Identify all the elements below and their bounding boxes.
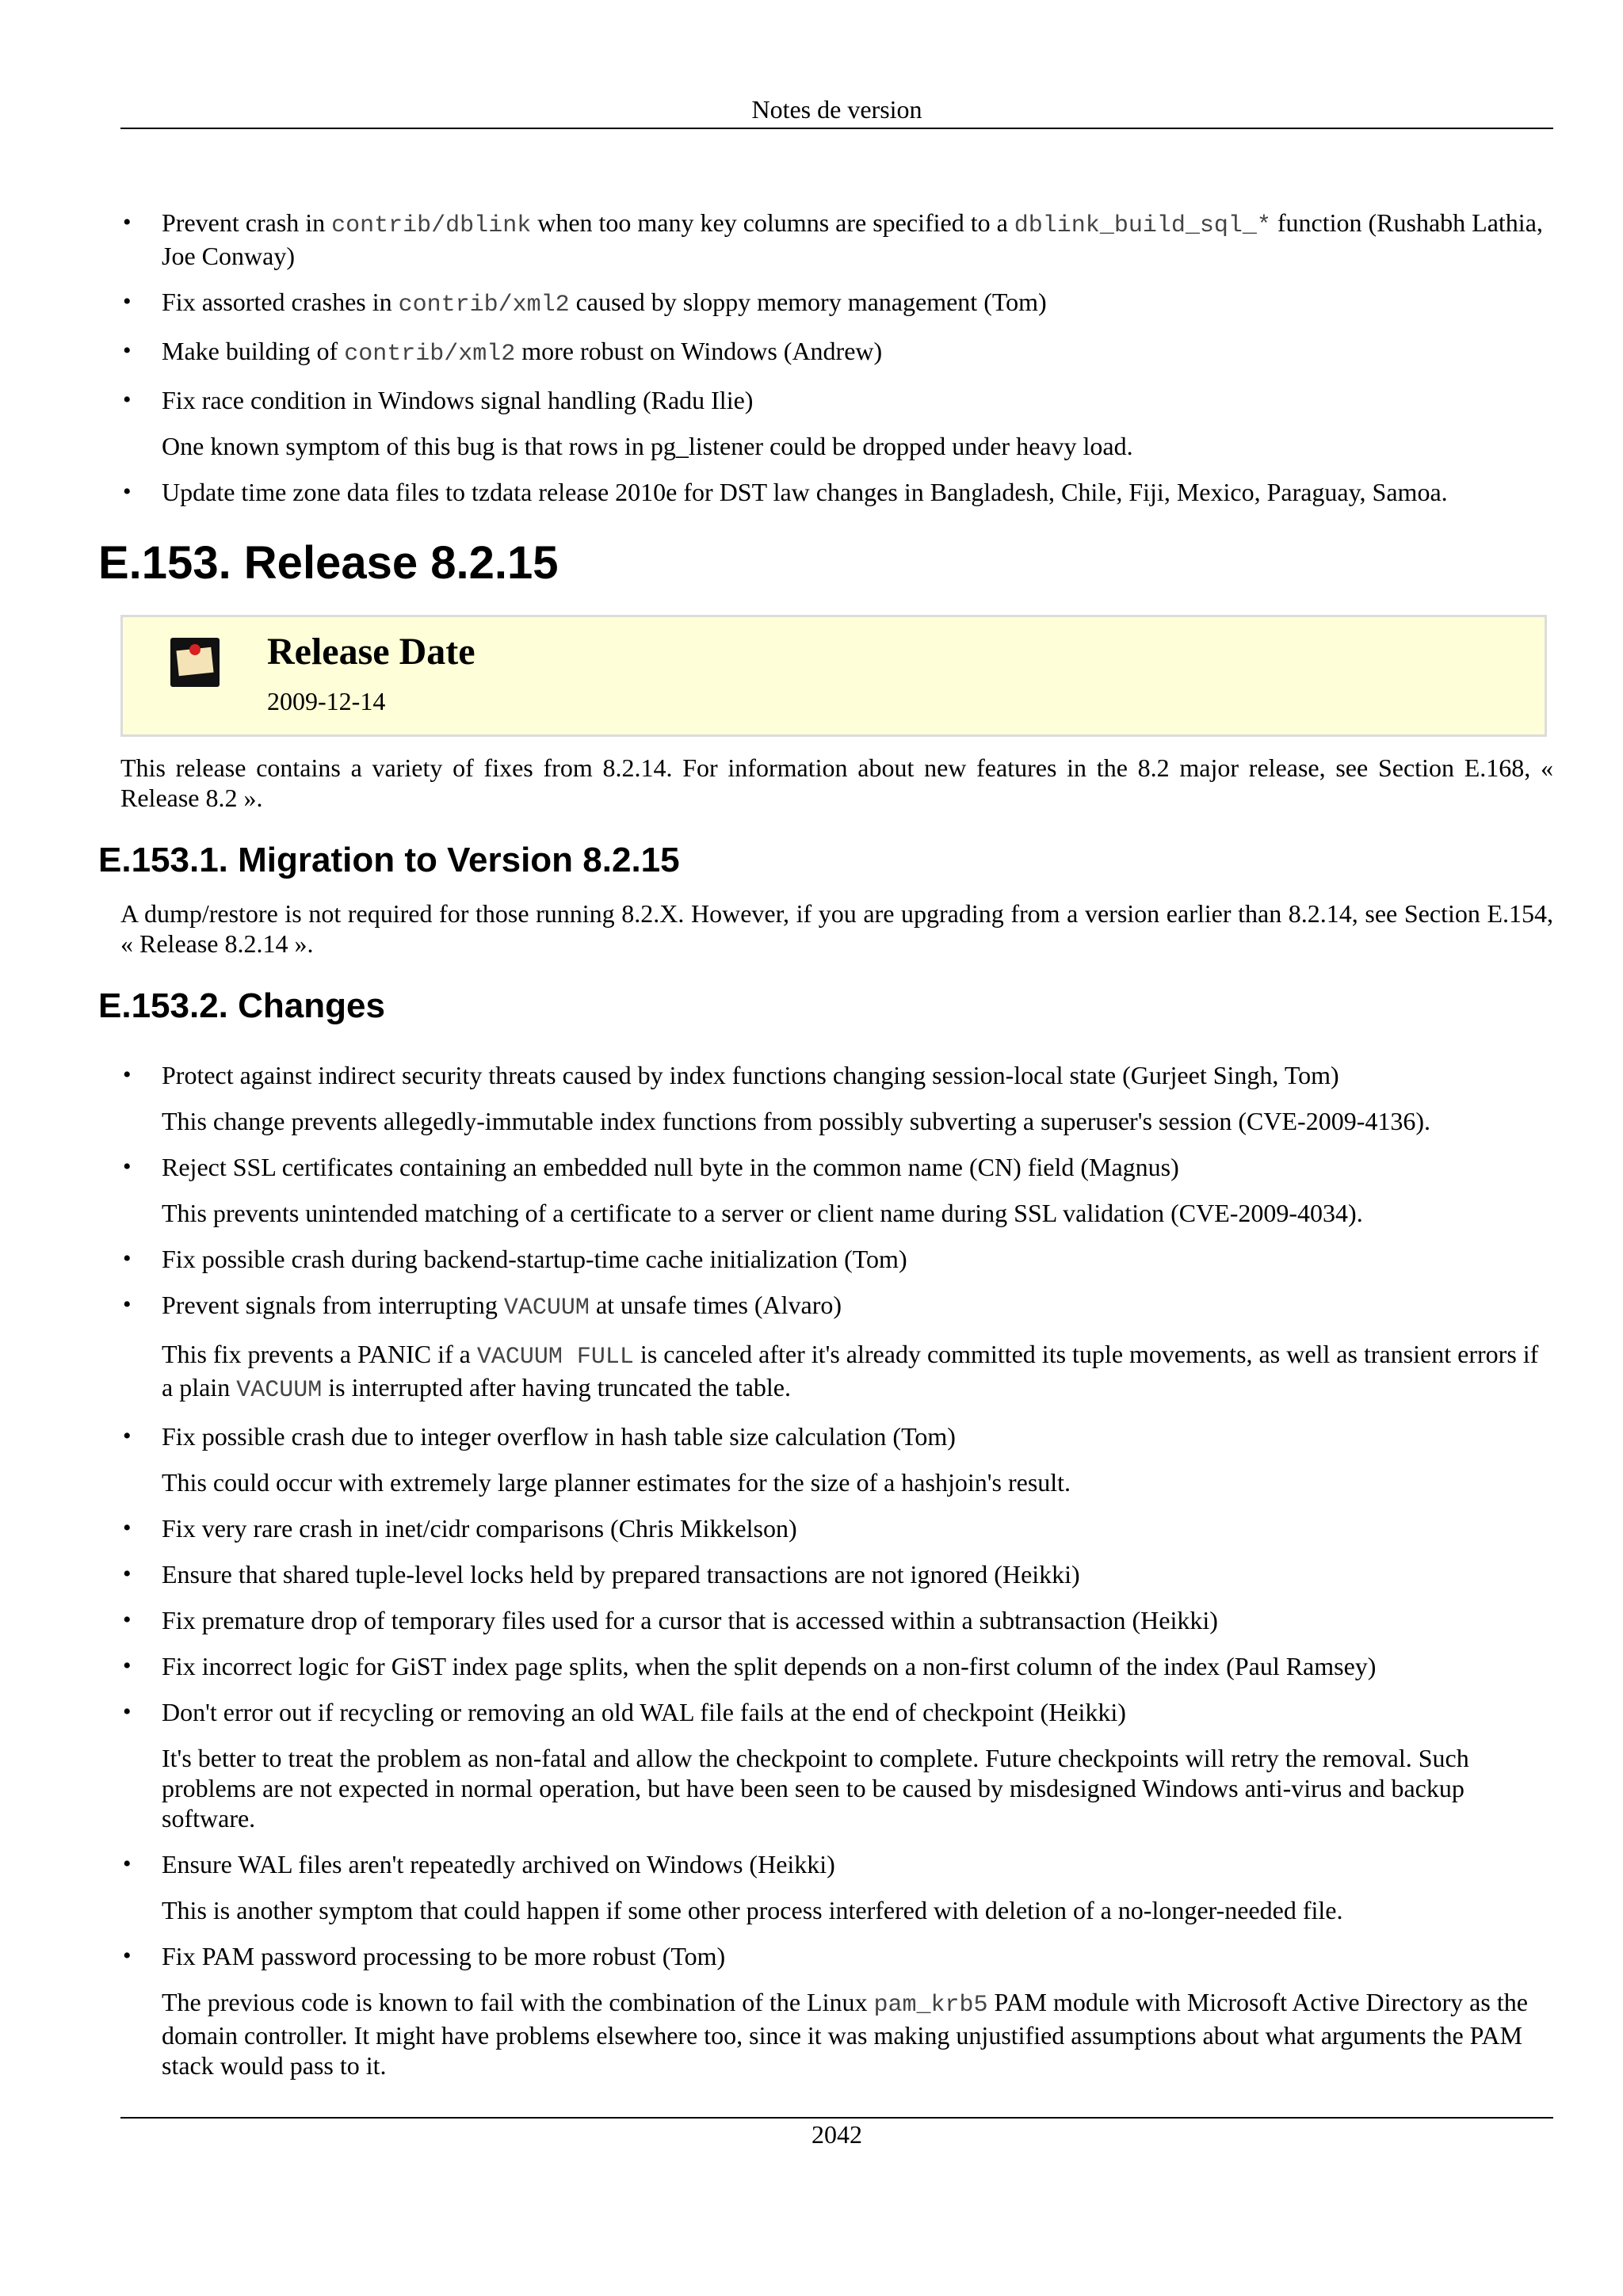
migration-text: A dump/restore is not required for those running 8.2.X. However, if you are upgrading from a version earlier than 8.2.14, see Section E.154, « Release 8.2.14 ». (120, 899, 1553, 958)
changes-list (0, 1060, 1623, 2081)
section-title: E.153. Release 8.2.15 (98, 537, 559, 589)
migration-heading: E.153.1. Migration to Version 8.2.15 (98, 841, 680, 879)
header-rule (120, 128, 1553, 129)
list-item: • Protect against indirect security threats caused by index functions changing session-local state (Gurjeet Singh, Tom) This change prevents allegedly-immutable index functions from possibly subverting a superuser's session (CVE-2009-4136). (123, 1061, 1430, 1135)
list-item: • Prevent signals from interrupting VACUUM at unsafe times (Alvaro) This fix prevents a PANIC if a VACUUM FULL is canceled after it's already committed its tuple movements, as well as transient errors if a plain VACUUM is interrupted after having truncated the table. (123, 1291, 1539, 1404)
running-header: Notes de version (751, 95, 922, 124)
list-item: • Update time zone data files to tzdata release 2010e for DST law changes in Bangladesh, Chile, Fiji, Mexico, Paraguay, Samoa. (123, 478, 1448, 506)
intro-list (0, 208, 1623, 507)
list-item: • Fix race condition in Windows signal handling (Radu Ilie) One known symptom of this bug is that rows in pg_listener could be dropped under heavy load. (123, 386, 1133, 460)
changes-list-container (0, 1060, 1623, 2096)
list-item: • Make building of contrib/xml2 more robust on Windows (Andrew) (123, 337, 883, 368)
list-item: • Don't error out if recycling or removing an old WAL file fails at the end of checkpoint (Heikki) It's better to treat the problem as non-fatal and allow the checkpoint to complete. Future checkpoints will retry the removal. Such problems are not expected in normal operation, but have been seen to be caused by misdesigned Windows anti-virus and backup software. (123, 1698, 1469, 1833)
note-title: Release Date (267, 631, 475, 673)
release-intro: This release contains a variety of fixes from 8.2.14. For information about new features in the 8.2 major release, see Section E.168, « Release 8.2 ». (120, 753, 1553, 812)
intro-list-container (0, 208, 1623, 523)
list-item: • Fix premature drop of temporary files used for a cursor that is accessed within a subtransaction (Heikki) (123, 1606, 1218, 1634)
release-date: 2009-12-14 (267, 687, 386, 715)
list-item: • Fix incorrect logic for GiST index page splits, when the split depends on a non-first column of the index (Paul Ramsey) (123, 1652, 1377, 1680)
note-icon (170, 638, 220, 687)
list-item: • Ensure that shared tuple-level locks held by prepared transactions are not ignored (Heikki) (123, 1560, 1080, 1589)
changes-heading: E.153.2. Changes (98, 986, 385, 1025)
list-item: • Fix possible crash during backend-startup-time cache initialization (Tom) (123, 1245, 907, 1273)
list-item: • Reject SSL certificates containing an embedded null byte in the common name (CN) field (Magnus) This prevents unintended matching of a certificate to a server or client name during SSL validation (CVE-2009-4034). (123, 1153, 1363, 1227)
list-item: • Fix assorted crashes in contrib/xml2 caused by sloppy memory management (Tom) (123, 288, 1047, 318)
list-item: • Prevent crash in contrib/dblink when too many key columns are specified to a dblink_build_sql_* function (Rushabh Lathia, Joe Conway) (123, 208, 1543, 270)
list-item: • Fix possible crash due to integer overflow in hash table size calculation (Tom) This could occur with extremely large planner estimates for the size of a hashjoin's result. (123, 1422, 1071, 1497)
list-item: • Fix very rare crash in inet/cidr comparisons (Chris Mikkelson) (123, 1514, 797, 1543)
release-date-note (120, 615, 1547, 737)
page-number: 2042 (812, 2120, 862, 2149)
list-item: • Fix PAM password processing to be more robust (Tom) The previous code is known to fail with the combination of the Linux pam_krb5 PAM module with Microsoft Active Directory as the domain controller. It might have problems elsewhere too, since it was making unjustified assumptions about what arguments the PAM stack would pass to it. (123, 1942, 1528, 2080)
list-item: • Ensure WAL files aren't repeatedly archived on Windows (Heikki) This is another symptom that could happen if some other process interfered with deletion of a no-longer-needed file. (123, 1850, 1343, 1924)
